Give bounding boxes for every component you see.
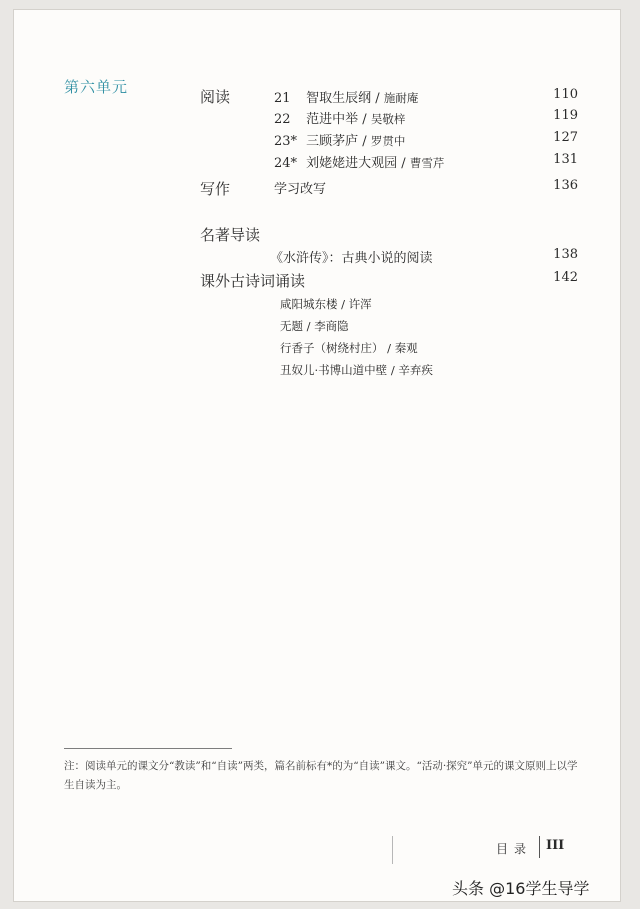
entry-separator: / (390, 363, 395, 377)
section-classic-label: 名著导读 (200, 226, 261, 244)
entry-number: 21 (274, 91, 291, 106)
toc-entry[interactable] (274, 130, 405, 149)
entry-author: 曹雪芹 (409, 156, 445, 170)
poem-title: 无题 (280, 319, 303, 333)
entry-title: 智取生辰纲 (306, 91, 372, 106)
poem-title: 咸阳城东楼 (280, 297, 338, 311)
footer-section-label: 目录 (496, 842, 533, 856)
poem-author: 秦观 (394, 341, 418, 355)
poem-author: 许浑 (348, 297, 372, 311)
poem-entry[interactable] (280, 340, 418, 356)
footer-divider (539, 836, 540, 858)
entry-page: 131 (553, 152, 578, 167)
entry-title: 刘姥姥进大观园 (306, 156, 398, 171)
poem-entry[interactable] (280, 362, 433, 378)
toc-entry[interactable] (274, 108, 405, 127)
entry-author: 罗贯中 (370, 134, 406, 148)
entry-separator: / (306, 319, 311, 333)
entry-separator: / (375, 91, 380, 106)
poem-author: 辛弃疾 (398, 363, 433, 377)
entry-separator: / (401, 156, 406, 171)
section-poetry-label: 课外古诗词诵读 (200, 272, 306, 290)
entry-number: 24* (274, 156, 298, 171)
footer-divider (392, 836, 393, 864)
entry-title: 三顾茅庐 (306, 134, 359, 149)
toc-entry[interactable] (274, 87, 418, 106)
entry-separator: / (387, 341, 392, 355)
poem-title: 丑奴儿·书博山道中壁 (280, 363, 388, 377)
footer-page-number: III (546, 838, 565, 853)
entry-page: 136 (553, 178, 578, 193)
unit-heading: 第六单元 (64, 78, 129, 96)
section-writing-label: 写作 (200, 180, 231, 198)
poem-title: 行香子（树绕村庄） (280, 341, 384, 355)
entry-separator: / (362, 112, 367, 127)
entry-page: 138 (553, 247, 578, 262)
entry-author: 吴敬梓 (370, 112, 406, 126)
footnote: 注：阅读单元的课文分“教读”和“自读”两类，篇名前标有*的为“自读”课文。“活动·探究”单元的课文原则上以学生自读为主。 (64, 760, 578, 791)
watermark: 头条 @16学生导学 (452, 879, 590, 898)
footnote-divider (64, 748, 232, 749)
entry-author: 施耐庵 (383, 91, 419, 105)
toc-entry[interactable]: 学习改写 (274, 182, 327, 197)
poem-entry[interactable] (280, 296, 372, 312)
entry-title: 范进中举 (306, 112, 359, 127)
entry-page: 110 (553, 87, 578, 102)
poem-entry[interactable] (280, 318, 349, 334)
entry-separator: / (341, 297, 346, 311)
toc-entry[interactable]: 《水浒传》：古典小说的阅读 (270, 251, 433, 266)
entry-number: 23* (274, 134, 298, 149)
entry-page: 119 (553, 108, 578, 123)
entry-number: 22 (274, 112, 291, 127)
section-reading-label: 阅读 (200, 88, 231, 106)
entry-page: 127 (553, 130, 578, 145)
toc-entry[interactable] (274, 152, 444, 171)
entry-separator: / (362, 134, 367, 149)
entry-page: 142 (553, 270, 578, 285)
poem-author: 李商隐 (314, 319, 349, 333)
